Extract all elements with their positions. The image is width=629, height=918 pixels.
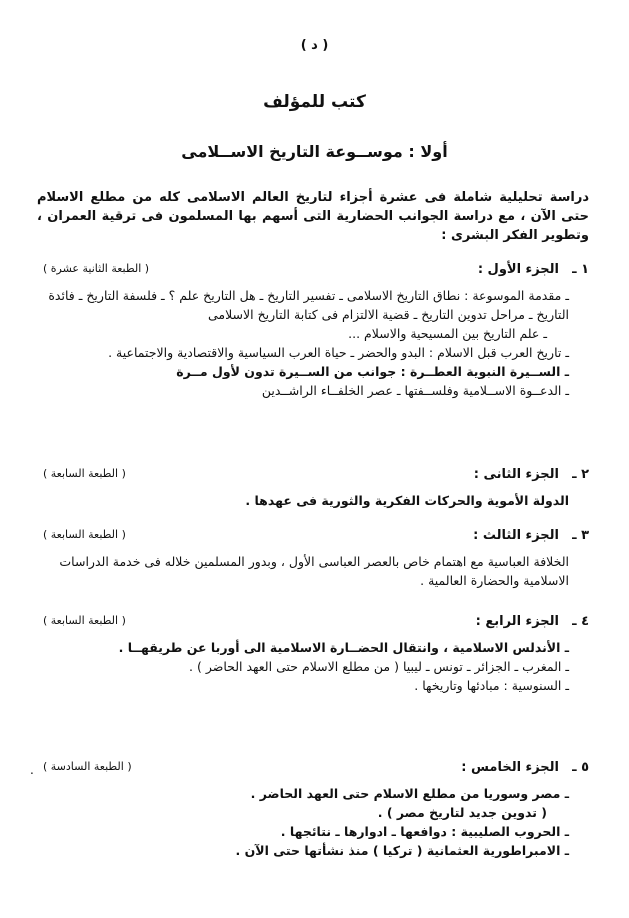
edition-label: ( الطبعة السابعة )	[43, 467, 126, 480]
item-text: ـ الحروب الصليبية : دوافعها ـ ادوارها ـ نتائجها .	[280, 824, 569, 839]
list-item	[37, 657, 569, 676]
part-title: الجزء الثالث :	[473, 528, 559, 543]
section-subtitle: أولا : موســوعة التاريخ الاســلامى	[181, 142, 448, 161]
part-4	[37, 614, 589, 695]
item-text: ـ الســيرة النبوية العطــرة : جوانب من الســيرة تدون لأول مــرة	[176, 364, 569, 379]
part-items	[37, 286, 589, 400]
edition-label: ( الطبعة السابعة )	[43, 528, 126, 541]
part-title: الجزء الخامس :	[461, 760, 559, 775]
list-item	[37, 552, 569, 590]
part-5	[37, 760, 589, 860]
part-title: الجزء الثانى :	[473, 467, 559, 482]
part-heading	[37, 614, 589, 636]
item-text: ـ السنوسية : مبادئها وتاريخها .	[414, 678, 569, 693]
page-number: ( د )	[300, 38, 329, 53]
item-text: ـ مصر وسوريا من مطلع الاسلام حتى العهد الحاضر .	[250, 786, 569, 801]
item-text: ـ تاريخ العرب قبل الاسلام : البدو والحضر ـ حياة العرب السياسية والاقتصادية والاجتماعية .	[108, 345, 569, 360]
part-number: ٣ ـ	[572, 528, 589, 543]
page-title: كتب للمؤلف	[263, 92, 366, 112]
part-items	[37, 491, 589, 510]
edition-label: ( الطبعة السابعة )	[43, 614, 126, 627]
item-text: الخلافة العباسية مع اهتمام خاص بالعصر العباسى الأول ، وبدور المسلمين خلاله فى خدمة الدراسات الاسلامية والحضارة العالمية .	[59, 554, 569, 588]
part-2	[37, 467, 589, 510]
stray-mark: .	[30, 763, 34, 777]
part-number: ٢ ـ	[572, 467, 589, 482]
edition-label: ( الطبعة الثانية عشرة )	[43, 262, 150, 275]
list-item	[37, 784, 569, 822]
list-item	[37, 381, 569, 400]
item-text: ـ الامبراطورية العثمانية ( تركيا ) منذ نشأتها حتى الآن .	[235, 843, 569, 858]
list-item	[37, 286, 569, 343]
item-text: ـ مقدمة الموسوعة : نطاق التاريخ الاسلامى ـ تفسير التاريخ ـ هل التاريخ علم ؟ ـ فلسفة التاريخ ـ فائدة التاريخ ـ مراحل تدوين التاريخ ـ قضية الالتزام فى كتابة التاريخ الاسلامى	[48, 288, 569, 322]
edition-label: ( الطبعة السادسة )	[43, 760, 132, 773]
part-items	[37, 552, 589, 590]
part-items	[37, 784, 589, 860]
part-3	[37, 528, 589, 590]
list-item	[37, 676, 569, 695]
part-number: ٤ ـ	[572, 614, 589, 629]
item-text: ـ الأندلس الاسلامية ، وانتقال الحضــارة الاسلامية الى أوربا عن طريقهــا .	[118, 640, 569, 655]
list-item	[37, 822, 569, 841]
part-heading	[37, 467, 589, 489]
item-subtext: ـ علم التاريخ بين المسيحية والاسلام ...	[348, 326, 547, 341]
item-text: ـ الدعــوة الاســلامية وفلســفتها ـ عصر الخلفــاء الراشــدين	[261, 383, 569, 398]
list-item	[37, 491, 569, 510]
item-subtext: ( تدوين جديد لتاريخ مصر ) .	[377, 805, 547, 820]
part-items	[37, 638, 589, 695]
part-heading	[37, 262, 589, 284]
part-number: ١ ـ	[572, 262, 589, 277]
item-text: ـ المغرب ـ الجزائر ـ تونس ـ ليبيا ( من مطلع الاسلام حتى العهد الحاضر ) .	[189, 659, 569, 674]
part-heading	[37, 528, 589, 550]
part-heading	[37, 760, 589, 782]
part-title: الجزء الرابع :	[475, 614, 559, 629]
part-1	[37, 262, 589, 400]
item-text: الدولة الأموية والحركات الفكرية والثورية فى عهدها .	[245, 493, 569, 508]
part-number: ٥ ـ	[572, 760, 589, 775]
intro-paragraph	[37, 188, 589, 245]
list-item	[37, 841, 569, 860]
list-item	[37, 343, 569, 362]
part-title: الجزء الأول :	[477, 262, 559, 277]
list-item	[37, 638, 569, 657]
list-item	[37, 362, 569, 381]
intro-text: دراسة تحليلية شاملة فى عشرة أجزاء لتاريخ العالم الاسلامى كله من مطلع الاسلام حتى الآن ، مع دراسة الجوانب الحضارية التى أسهم بها المسلمون فى ترقية العمران ، وتطوير الفكر البشرى :	[37, 190, 589, 243]
